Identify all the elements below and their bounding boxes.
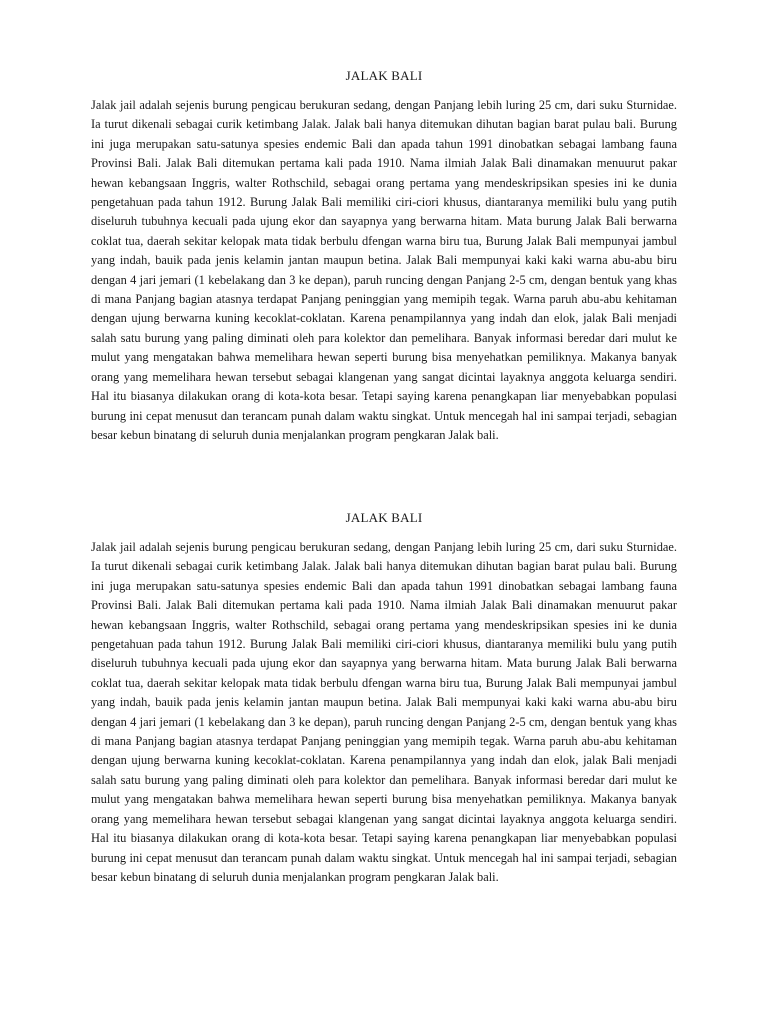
article-body: Jalak jail adalah sejenis burung pengicau berukuran sedang, dengan Panjang lebih luring 25 cm, dari suku Sturnidae. Ia turut dikenali sebagai curik ketimbang Jalak. Jalak bali hanya ditemukan dihutan bagian barat pulau bali. Burung ini juga merupakan satu-satunya spesies endemic Bali dan apada tahun 1991 dinobatkan sebagai lambang fauna Provinsi Bali. Jalak Bali ditemukan pertama kali pada 1910. Nama ilmiah Jalak Bali dinamakan menuurut pakar hewan kebangsaan Inggris, walter Rothschild, sebagai orang pertama yang mendeskripsikan spesies ini ke dunia pengetahuan pada tahun 1912. Burung Jalak Bali memiliki ciri-ciori khusus, diantaranya memiliki bulu yang putih diseluruh tubuhnya kecuali pada ujung ekor dan sayapnya yang berwarna hitam. Mata burung Jalak Bali berwarna coklat tua, daerah sekitar kelopak mata tidak berbulu dfengan warna biru tua, Burung Jalak Bali mempunyai jambul yang indah, bauik pada jenis kelamin jantan maupun betina. Jalak Bali mempunyai kaki kaki warna abu-abu biru dengan 4 jari jemari (1 kebelakang dan 3 ke depan), paruh runcing dengan Panjang 2-5 cm, dengan bentuk yang khas di mana Panjang bagian atasnya terdapat Panjang peninggian yang memipih tegak. Warna paruh abu-abu kehitaman dengan ujung berwarna kuning kecoklat-coklatan. Karena penampilannya yang indah dan elok, jalak Bali menjadi salah satu burung yang paling diminati oleh para kolektor dan pemelihara. Banyak informasi beredar dari mulut ke mulut yang mengatakan bahwa memelihara hewan seperti burung bisa menyehatkan pemiliknya. Makanya banyak orang yang memelihara hewan tersebut sebagai klangenan yang sangat dicintai layaknya anggota keluarga sendiri. Hal itu biasanya dilakukan orang di kota-kota besar. Tetapi saying karena penangkapan liar menyebabkan populasi burung ini cepat menusut dan terancam punah dalam waktu singkat. Untuk mencegah hal ini sampai terjadi, sebagian besar kebun binatang di seluruh dunia menjalankan program pengkaran Jalak bali. [91, 98, 677, 442]
article-section [91, 508, 677, 887]
article-section [91, 66, 677, 445]
article-title: JALAK BALI [345, 510, 423, 525]
article-body: Jalak jail adalah sejenis burung pengicau berukuran sedang, dengan Panjang lebih luring 25 cm, dari suku Sturnidae. Ia turut dikenali sebagai curik ketimbang Jalak. Jalak bali hanya ditemukan dihutan bagian barat pulau bali. Burung ini juga merupakan satu-satunya spesies endemic Bali dan apada tahun 1991 dinobatkan sebagai lambang fauna Provinsi Bali. Jalak Bali ditemukan pertama kali pada 1910. Nama ilmiah Jalak Bali dinamakan menuurut pakar hewan kebangsaan Inggris, walter Rothschild, sebagai orang pertama yang mendeskripsikan spesies ini ke dunia pengetahuan pada tahun 1912. Burung Jalak Bali memiliki ciri-ciori khusus, diantaranya memiliki bulu yang putih diseluruh tubuhnya kecuali pada ujung ekor dan sayapnya yang berwarna hitam. Mata burung Jalak Bali berwarna coklat tua, daerah sekitar kelopak mata tidak berbulu dfengan warna biru tua, Burung Jalak Bali mempunyai jambul yang indah, bauik pada jenis kelamin jantan maupun betina. Jalak Bali mempunyai kaki kaki warna abu-abu biru dengan 4 jari jemari (1 kebelakang dan 3 ke depan), paruh runcing dengan Panjang 2-5 cm, dengan bentuk yang khas di mana Panjang bagian atasnya terdapat Panjang peninggian yang memipih tegak. Warna paruh abu-abu kehitaman dengan ujung berwarna kuning kecoklat-coklatan. Karena penampilannya yang indah dan elok, jalak Bali menjadi salah satu burung yang paling diminati oleh para kolektor dan pemelihara. Banyak informasi beredar dari mulut ke mulut yang mengatakan bahwa memelihara hewan seperti burung bisa menyehatkan pemiliknya. Makanya banyak orang yang memelihara hewan tersebut sebagai klangenan yang sangat dicintai layaknya anggota keluarga sendiri. Hal itu biasanya dilakukan orang di kota-kota besar. Tetapi saying karena penangkapan liar menyebabkan populasi burung ini cepat menusut dan terancam punah dalam waktu singkat. Untuk mencegah hal ini sampai terjadi, sebagian besar kebun binatang di seluruh dunia menjalankan program pengkaran Jalak bali. [91, 540, 677, 884]
article-title: JALAK BALI [345, 68, 423, 83]
